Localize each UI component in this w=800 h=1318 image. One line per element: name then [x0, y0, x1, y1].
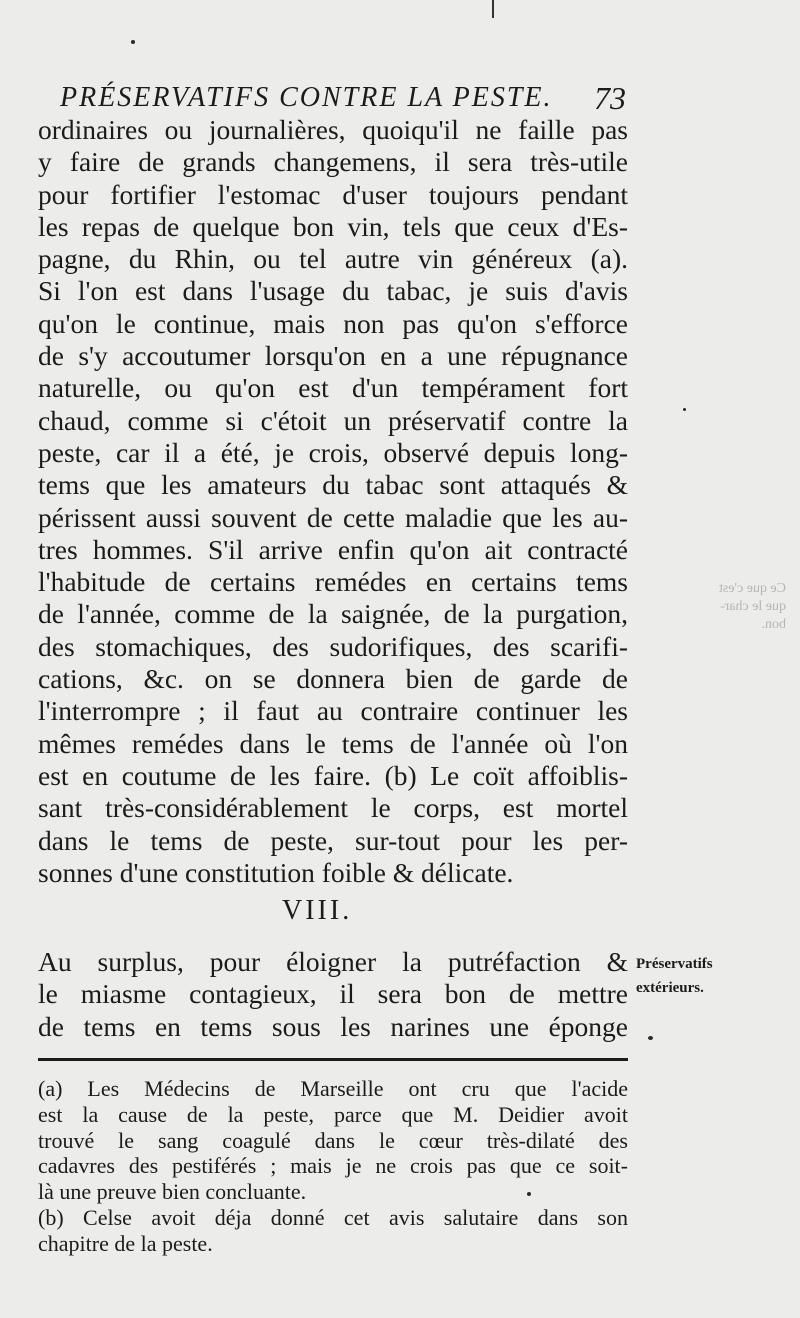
text-line: ordinaires ou journalières, quoiqu'il ne faille pas — [38, 114, 628, 145]
bleed-line: que le char- — [720, 599, 786, 614]
margin-note-line: Préservatifs — [636, 956, 713, 972]
section-title: VIII. — [282, 895, 353, 926]
footnotes — [38, 1076, 628, 1257]
text-line: cations, &c. on se donnera bien de garde de — [38, 663, 628, 695]
footnote-line: (a) Les Médecins de Marseille ont cru que l'acide — [38, 1076, 628, 1101]
text-line: mêmes remédes dans le tems de l'année où l'on — [38, 727, 628, 759]
text-line: de s'y accoutumer lorsqu'on en a une répugnance — [38, 340, 628, 372]
body-text — [38, 114, 628, 889]
text-line: de l'année, comme de la saignée, de la purgation, — [38, 598, 628, 630]
margin-note — [636, 952, 776, 1000]
margin-note-line: extérieurs. — [636, 980, 704, 996]
binding-mark — [492, 0, 494, 18]
text-line: Si l'on est dans l'usage du tabac, je suis d'avis — [38, 275, 628, 307]
text-line: tems que les amateurs du tabac sont attaqués & — [38, 469, 628, 501]
bleed-line: bon. — [761, 617, 786, 632]
text-line: qu'on le continue, mais non pas qu'on s'efforce — [38, 307, 628, 339]
text-line: peste, car il a été, je crois, observé depuis long- — [38, 436, 628, 468]
text-line: l'habitude de certains remédes en certains tems — [38, 566, 628, 598]
text-line: dans le tems de peste, sur-tout pour les per- — [38, 824, 628, 856]
bleed-line: Ce que c'est — [718, 581, 786, 596]
text-line: naturelle, ou qu'on est d'un tempérament fort — [38, 372, 628, 404]
footnote-line: cadavres des pestiférés ; mais je ne crois pas que ce soit- — [38, 1153, 628, 1179]
text-line: périssent aussi souvent de cette maladie que les au- — [38, 501, 628, 533]
text-line: des stomachiques, des sudorifiques, des scarifi- — [38, 630, 628, 662]
text-line: Au surplus, pour éloigner la putréfaction & — [38, 946, 628, 977]
footnote-line: (b) Celse avoit déja donné cet avis salutaire dans son — [38, 1204, 628, 1230]
footnote-line: là une preuve bien concluante. — [38, 1179, 307, 1205]
text-line: sonnes d'une constitution foible & délicate. — [38, 856, 514, 888]
text-line: sant très-considérablement le corps, est mortel — [38, 792, 628, 824]
text-line: chaud, comme si c'étoit un préservatif contre la — [38, 404, 628, 436]
text-line: l'interrompre ; il faut au contraire continuer les — [38, 695, 628, 727]
text-line: y faire de grands changemens, il sera très-utile — [38, 146, 628, 178]
footnote-line: est la cause de la peste, parce que M. Deidier avoit — [38, 1101, 628, 1127]
text-line: les repas de quelque bon vin, tels que ceux d'Es- — [38, 210, 628, 242]
ink-speck — [131, 40, 135, 44]
text-line: tres hommes. S'il arrive enfin qu'on ait contracté — [38, 533, 628, 565]
bleed-through-text — [636, 580, 786, 634]
text-line: de tems en tems sous les narines une éponge — [38, 1010, 628, 1042]
body-text-section — [38, 946, 628, 1043]
footnote-rule — [38, 1058, 628, 1061]
text-line: pagne, du Rhin, ou tel autre vin généreux (a). — [38, 243, 628, 275]
text-line: le miasme contagieux, il sera bon de mettre — [38, 978, 628, 1010]
ink-speck — [648, 1036, 653, 1040]
page-number: 73 — [594, 80, 626, 116]
running-head: PRÉSERVATIFS CONTRE LA PESTE. — [60, 82, 553, 113]
text-line: pour fortifier l'estomac d'user toujours pendant — [38, 178, 628, 210]
ink-speck — [683, 408, 686, 411]
ink-speck — [527, 1192, 531, 1196]
text-line: est en coutume de les faire. (b) Le coït affoiblis- — [38, 759, 628, 791]
footnote-line: chapitre de la peste. — [38, 1230, 213, 1256]
footnote-line: trouvé le sang coagulé dans le cœur très-dilaté des — [38, 1127, 628, 1153]
